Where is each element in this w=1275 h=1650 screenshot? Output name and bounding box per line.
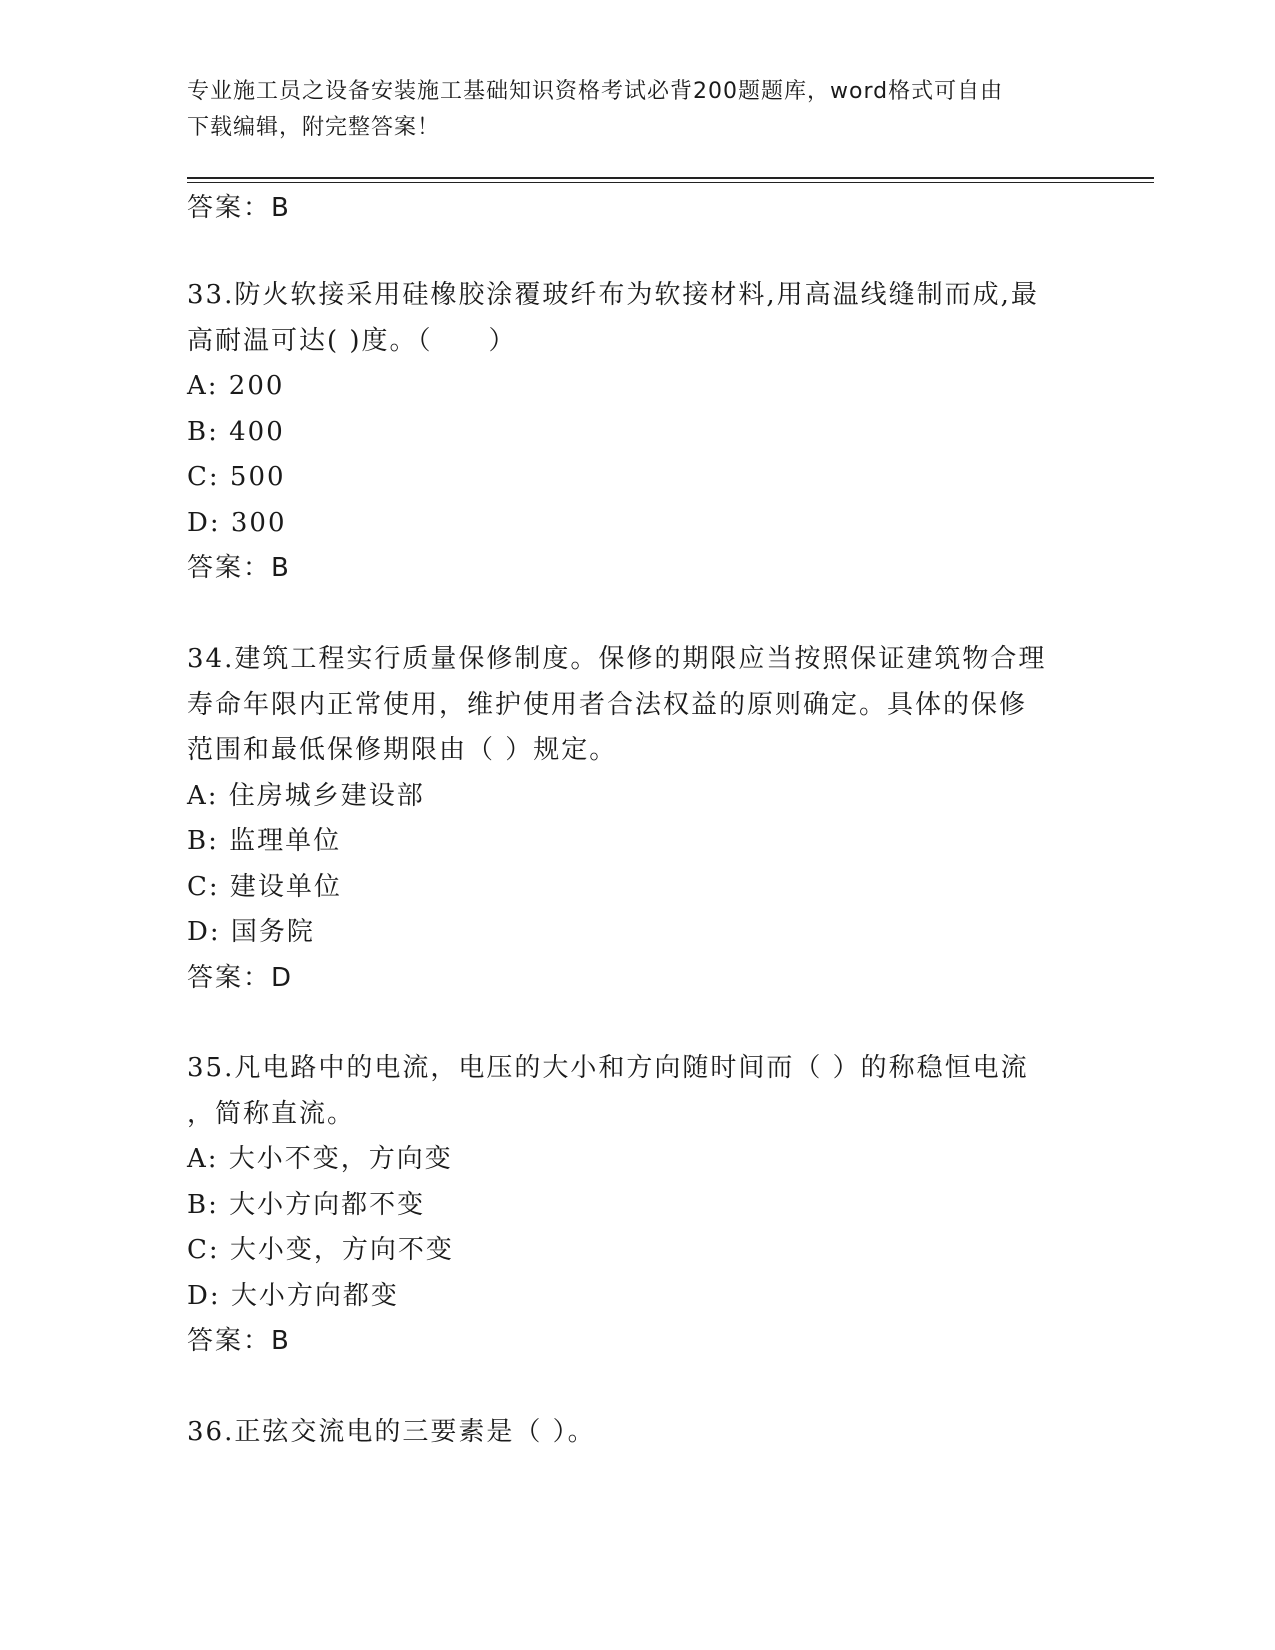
question-35 xyxy=(187,1046,1087,1365)
answer-line: 答案：B xyxy=(187,1326,291,1356)
header-divider-thick xyxy=(187,177,1154,179)
question-stem-line: 34.建筑工程实行质量保修制度。保修的期限应当按照保证建筑物合理 xyxy=(187,644,1047,674)
question-stem-line: 35.凡电路中的电流，电压的大小和方向随时间而（ ）的称稳恒电流 xyxy=(187,1053,1029,1083)
question-33 xyxy=(187,273,1087,592)
option-d: D: 大小方向都变 xyxy=(187,1280,399,1311)
option-c: C: 建设单位 xyxy=(187,871,342,902)
question-stem-line: 36.正弦交流电的三要素是（ ）。 xyxy=(187,1417,596,1447)
option-d: D: 国务院 xyxy=(187,917,315,947)
question-36 xyxy=(187,1410,1087,1456)
header-divider-thin xyxy=(187,182,1154,183)
header-line-2: 下载编辑，附完整答案！ xyxy=(187,115,441,140)
option-b: B: 大小方向都不变 xyxy=(187,1189,426,1220)
question-34 xyxy=(187,637,1087,1001)
option-c: C: 500 xyxy=(187,462,286,492)
option-b: B: 监理单位 xyxy=(187,826,342,856)
question-stem-line: 33.防火软接采用硅橡胶涂覆玻纤布为软接材料,用高温线缝制而成,最 xyxy=(187,280,1039,310)
question-stem-line: 寿命年限内正常使用，维护使用者合法权益的原则确定。具体的保修 xyxy=(187,689,1028,720)
previous-answer-block xyxy=(187,186,1087,232)
answer-line: 答案：B xyxy=(187,553,291,583)
answer-line: 答案：B xyxy=(187,193,291,223)
option-a: A: 大小不变，方向变 xyxy=(187,1144,453,1174)
question-stem-line: 范围和最低保修期限由（ ）规定。 xyxy=(187,735,618,765)
option-c: C: 大小变，方向不变 xyxy=(187,1235,454,1265)
option-a: A: 200 xyxy=(187,371,285,401)
option-a: A: 住房城乡建设部 xyxy=(187,780,425,811)
question-stem-line: ，简称直流。 xyxy=(187,1098,356,1129)
option-b: B: 400 xyxy=(187,416,285,447)
document-header xyxy=(187,74,1067,146)
option-d: D: 300 xyxy=(187,507,287,538)
question-stem-line: 高耐温可达( )度。（ ） xyxy=(187,325,517,356)
answer-line: 答案：D xyxy=(187,962,294,993)
header-line-1: 专业施工员之设备安装施工基础知识资格考试必背200题题库，word格式可自由 xyxy=(187,79,1004,104)
